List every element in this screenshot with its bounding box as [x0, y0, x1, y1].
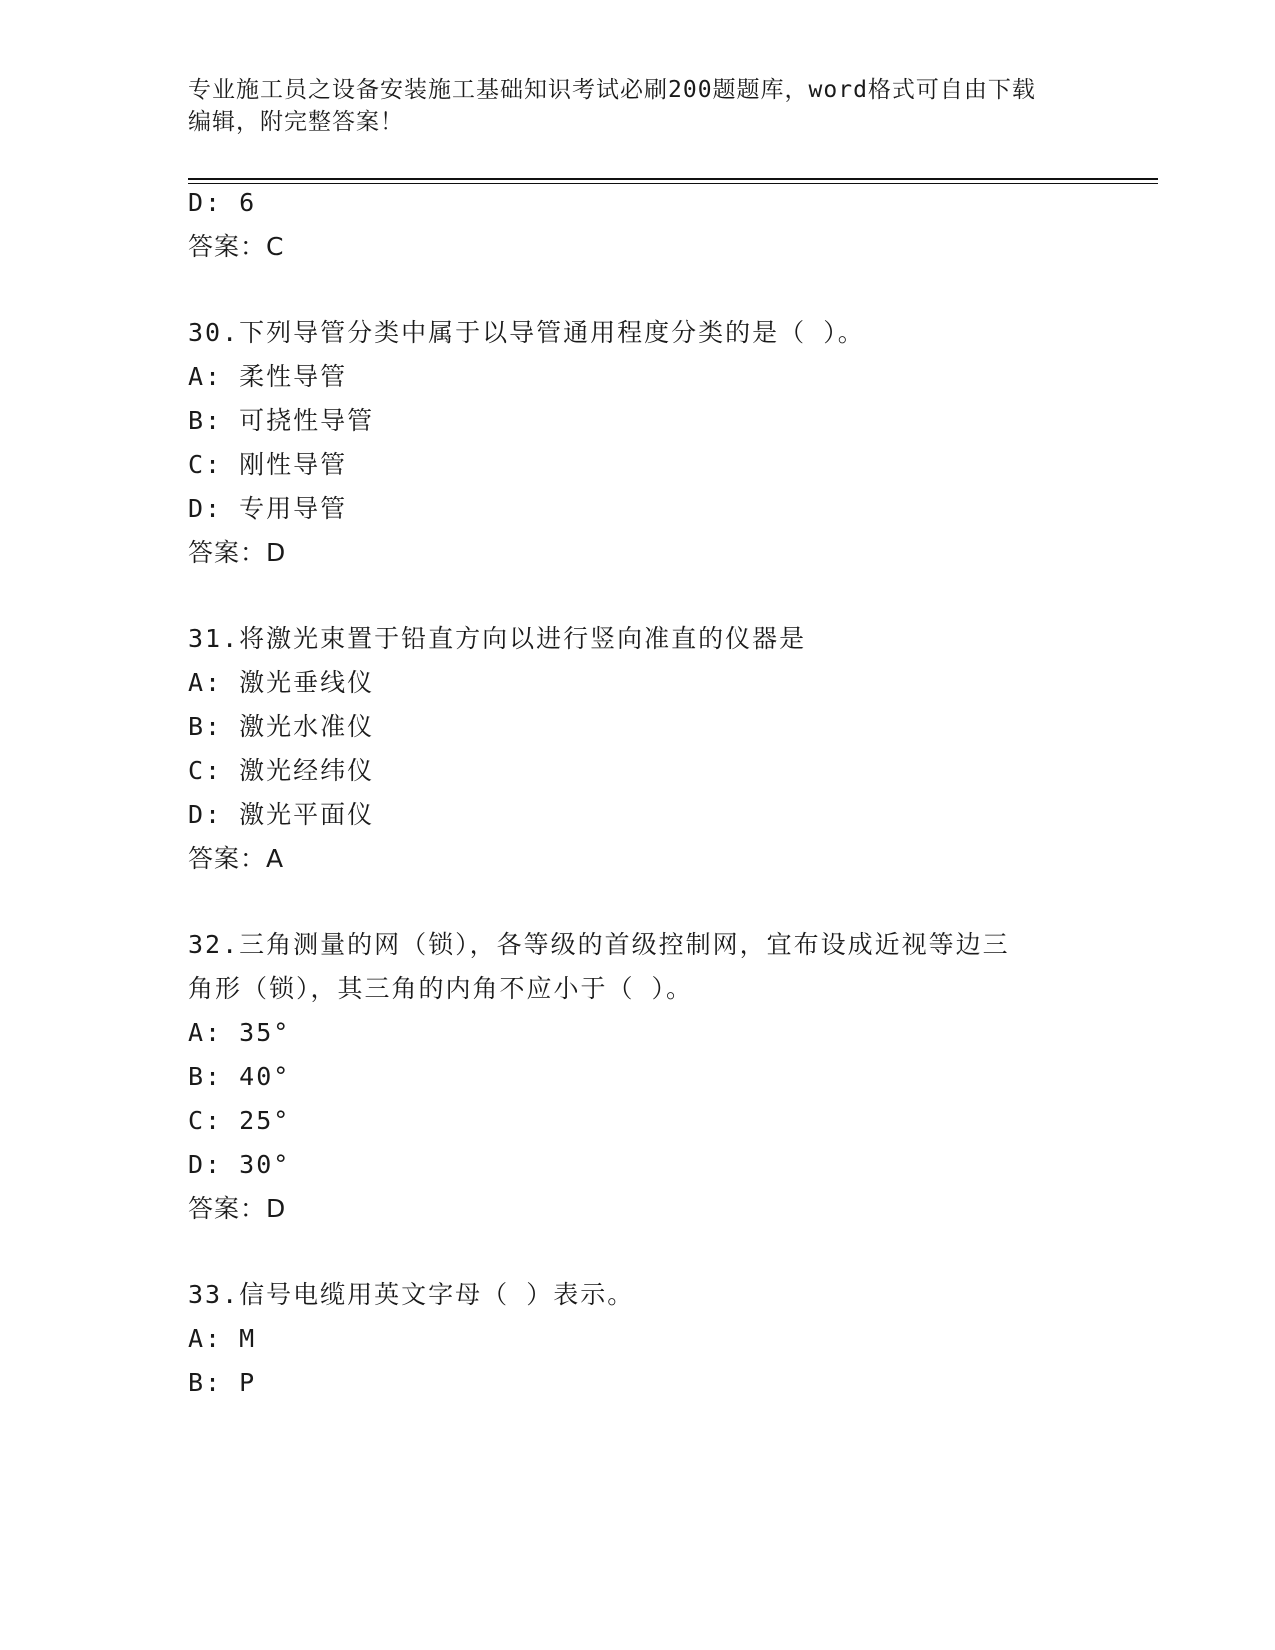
q31-option-d: D: 激光平面仪	[188, 800, 375, 829]
q32-option-a: A: 35°	[188, 1018, 291, 1047]
q30-option-d: D: 专用导管	[188, 494, 348, 523]
header-title-line-2: 编辑，附完整答案！	[188, 109, 404, 135]
answer-value: D	[266, 538, 286, 567]
answer-label: 答案：	[188, 232, 267, 261]
q31-option-c: C: 激光经纬仪	[188, 756, 375, 785]
q32-option-d: D: 30°	[188, 1150, 291, 1179]
q31-option-b: B: 激光水准仪	[188, 712, 375, 741]
answer-value: A	[266, 844, 284, 873]
header-divider-thick	[188, 178, 1158, 180]
q30-answer	[188, 536, 285, 570]
document-header	[188, 74, 1088, 138]
q30-stem: 30.下列导管分类中属于以导管通用程度分类的是（ ）。	[188, 318, 865, 347]
q32-option-c: C: 25°	[188, 1106, 291, 1135]
answer-value: C	[266, 232, 284, 261]
prev-answer	[188, 230, 283, 264]
q31-option-a: A: 激光垂线仪	[188, 668, 375, 697]
answer-value: D	[266, 1194, 286, 1223]
prev-option-d: D: 6	[188, 188, 257, 217]
header-title-line-1: 专业施工员之设备安装施工基础知识考试必刷200题题库，word格式可自由下载	[188, 77, 1036, 103]
answer-label: 答案：	[188, 844, 267, 873]
q32-stem-line-2: 角形（锁），其三角的内角不应小于（ ）。	[188, 974, 694, 1003]
q32-stem-line-1: 32.三角测量的网（锁），各等级的首级控制网，宜布设成近视等边三	[188, 930, 1010, 959]
q30-option-a: A: 柔性导管	[188, 362, 348, 391]
q31-answer	[188, 842, 283, 876]
q33-option-b: B: P	[188, 1368, 257, 1397]
answer-label: 答案：	[188, 1194, 267, 1223]
q31-stem: 31.将激光束置于铅直方向以进行竖向准直的仪器是	[188, 624, 807, 653]
q32-answer	[188, 1192, 285, 1226]
answer-label: 答案：	[188, 538, 267, 567]
q30-option-b: B: 可挠性导管	[188, 406, 375, 435]
q33-stem: 33.信号电缆用英文字母（ ）表示。	[188, 1280, 635, 1309]
q32-option-b: B: 40°	[188, 1062, 291, 1091]
header-divider-thin	[188, 183, 1158, 184]
q33-option-a: A: M	[188, 1324, 257, 1353]
q30-option-c: C: 刚性导管	[188, 450, 348, 479]
